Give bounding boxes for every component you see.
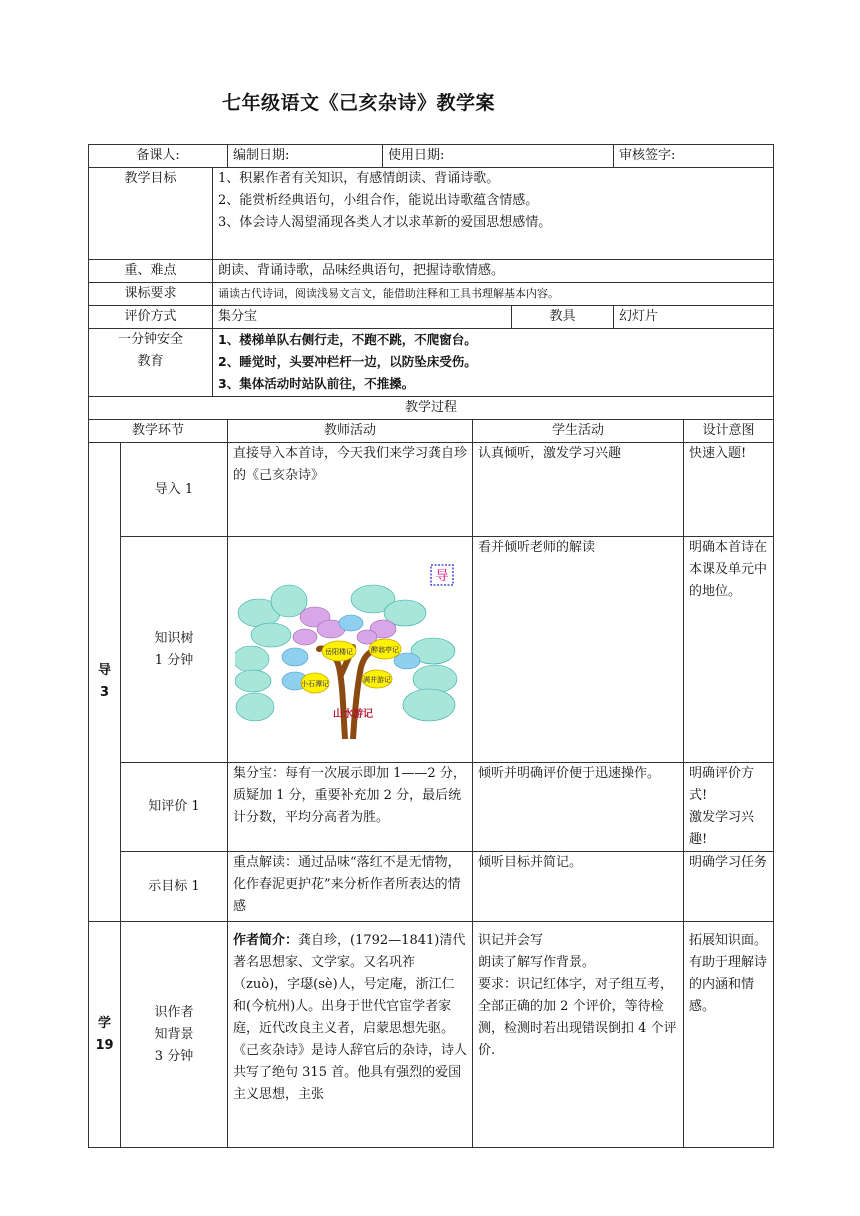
goal-row (89, 852, 774, 922)
tree-trunk (319, 647, 379, 739)
safety-item: 2、睡觉时，头要冲栏杆一边，以防坠床受伤。 (218, 354, 477, 369)
goal-intent: 明确学习任务 (684, 852, 774, 922)
intro-student: 认真倾听，激发学习兴趣 (473, 443, 684, 537)
process-header-row (89, 420, 774, 443)
author-intent (684, 922, 774, 1148)
author-stage-line2: 知背景 (154, 1026, 194, 1042)
author-student-line1: 识记并会写 (478, 933, 544, 948)
tree-stage-line2: 1 分钟 (154, 652, 194, 668)
phase-dao-num: 3 (99, 685, 110, 700)
standards-label: 课标要求 (89, 283, 213, 306)
eval-student: 倾听并明确评价便于迅速操作。 (473, 763, 684, 852)
preparer-label: 备课人: (136, 148, 180, 163)
process-title: 教学过程 (89, 397, 774, 420)
author-stage-line1: 识作者 (154, 1004, 194, 1020)
objectives-label: 教学目标 (89, 168, 213, 260)
col-intent: 设计意图 (684, 420, 774, 443)
author-teacher (228, 922, 473, 1148)
eval-stage: 知评价 1 (121, 763, 228, 852)
author-intent-line1: 拓展知识面。 (689, 933, 768, 948)
phase-xue-name: 学 (97, 1015, 111, 1031)
compile-date-cell (228, 145, 383, 168)
key-points-row (89, 260, 774, 283)
tree-trunk-label: 山水游记 (333, 709, 374, 720)
tree-node-labels (301, 645, 399, 688)
tree-row (89, 537, 774, 763)
badge-dao-icon: 导 (435, 569, 449, 584)
poem-background-text: 《己亥杂诗》是诗人辞官后的杂诗，诗人共写了绝句 315 首。他具有强烈的爱国主义思想，主张 (233, 1043, 468, 1102)
tree-student: 看并倾听老师的解读 (473, 537, 684, 763)
safety-item: 3、集体活动时站队前往，不推搡。 (218, 376, 415, 391)
author-intro (233, 930, 467, 1040)
tree-node-xiaoshitanji: 小石潭记 (301, 680, 330, 688)
intro-row (89, 443, 774, 537)
evaluation-value: 集分宝 (213, 306, 512, 329)
use-date-label: 使用日期: (388, 148, 445, 163)
eval-intent-line2: 激发学习兴趣! (689, 810, 755, 847)
header-row (89, 145, 774, 168)
eval-teacher: 集分宝：每有一次展示即加 1——2 分，质疑加 1 分，重要补充加 2 分，最后统计分数，平均分高者为胜。 (228, 763, 473, 852)
compile-date-label: 编制日期: (233, 148, 290, 163)
safety-row (89, 329, 774, 397)
lesson-plan-table (88, 144, 774, 1148)
use-date-cell (383, 145, 614, 168)
evaluation-row (89, 306, 774, 329)
safety-label-line1: 一分钟安全 (117, 332, 183, 347)
evaluation-label: 评价方式 (89, 306, 213, 329)
review-sign-cell (614, 145, 774, 168)
knowledge-tree-image (235, 557, 471, 739)
author-student-line2: 朗读了解写作背景。 (478, 955, 596, 970)
phase-dao-name: 导 (97, 663, 111, 678)
tree-intent: 明确本首诗在本课及单元中的地位。 (684, 537, 774, 763)
author-intent-line2: 有助于理解诗的内涵和情感。 (689, 955, 768, 1014)
tree-stage (121, 537, 228, 763)
standards-value: 诵读古代诗词，阅读浅易文言文，能借助注释和工具书理解基本内容。 (213, 283, 774, 306)
goal-stage: 示目标 1 (121, 852, 228, 922)
safety-content (213, 329, 774, 397)
intro-teacher: 直接导入本首诗，今天我们来学习龚自珍的《己亥杂诗》 (228, 443, 473, 537)
eval-intent (684, 763, 774, 852)
phase-dao (89, 443, 121, 922)
review-sign-label: 审核签字: (619, 148, 676, 163)
objective-item: 1、积累作者有关知识，有感情朗读、背诵诗歌。 (218, 171, 500, 186)
author-stage (121, 922, 228, 1148)
tools-value: 幻灯片 (614, 306, 774, 329)
author-row (89, 922, 774, 1148)
objective-item: 3、体会诗人渴望涌现各类人才以求革新的爱国思想感情。 (218, 215, 552, 230)
col-stage: 教学环节 (89, 420, 228, 443)
page-title: 七年级语文《己亥杂诗》教学案 (222, 92, 496, 114)
preparer-cell (89, 145, 228, 168)
author-student-line3: 要求：识记红体字，对子组互考，全部正确的加 2 个评价，等待检测，检测时若出现错误倒扣 4 个评价. (478, 977, 677, 1058)
eval-row (89, 763, 774, 852)
author-intro-text: 龚自珍，(1792—1841)清代著名思想家、文学家。又名巩祚（zuò)，字璱(sè)人，号定庵，浙江仁和(今杭州)人。出身于世代官宦学者家庭，近代改良主义者，启蒙思想先驱。 (233, 933, 466, 1036)
tree-stage-line1: 知识树 (154, 630, 194, 646)
objective-item: 2、能赏析经典语句，小组合作，能说出诗歌蕴含情感。 (218, 193, 539, 208)
tree-node-yueyanglouji: 岳阳楼记 (325, 648, 354, 656)
goal-student: 倾听目标并简记。 (473, 852, 684, 922)
phase-xue-num: 19 (95, 1037, 114, 1053)
key-points-label: 重、难点 (89, 260, 213, 283)
objectives-row (89, 168, 774, 260)
goal-teacher: 重点解读：通过品味“落红不是无情物，化作春泥更护花”来分析作者所表达的情感 (228, 852, 473, 922)
tree-teacher-cell (228, 537, 473, 763)
phase-xue (89, 922, 121, 1148)
safety-label-line2: 教育 (137, 354, 164, 369)
safety-label (89, 329, 213, 397)
objectives-content (213, 168, 774, 260)
intro-stage: 导入 1 (121, 443, 228, 537)
standards-row (89, 283, 774, 306)
tools-label: 教具 (512, 306, 614, 329)
col-student: 学生活动 (473, 420, 684, 443)
tree-node-zuiwengtingji: 醉翁亭记 (371, 646, 400, 654)
author-intro-label: 作者简介： (233, 933, 299, 948)
author-student (473, 922, 684, 1148)
knowledge-tree-graphic (235, 557, 471, 739)
author-stage-line3: 3 分钟 (154, 1048, 194, 1064)
eval-intent-line1: 明确评价方式! (689, 766, 755, 803)
process-title-row (89, 397, 774, 420)
safety-item: 1、楼梯单队右侧行走，不跑不跳，不爬窗台。 (218, 332, 477, 347)
intro-intent: 快速入题! (684, 443, 774, 537)
tree-node-manjingyouji: 满井游记 (363, 676, 392, 684)
col-teacher: 教师活动 (228, 420, 473, 443)
key-points-value: 朗读、背诵诗歌，品味经典语句，把握诗歌情感。 (213, 260, 774, 283)
